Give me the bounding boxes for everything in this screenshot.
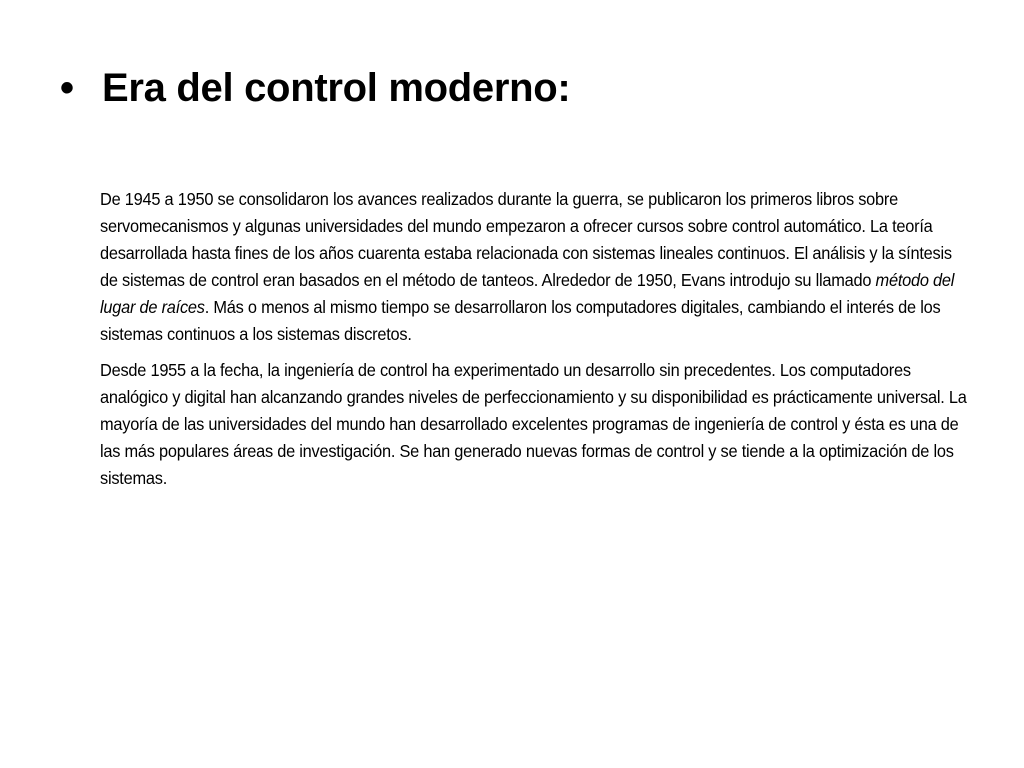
paragraph-1 (100, 186, 970, 348)
body-text (100, 186, 970, 492)
bullet-icon: • (60, 66, 75, 110)
paragraph-1-part-2: . Más o menos al mismo tiempo se desarrollaron los computadores digitales, cambiando el interés de los sistemas continuos a los sistemas discretos. (100, 297, 941, 344)
title-row (60, 62, 570, 114)
paragraph-1-italic-term: método del lugar de raíces (100, 270, 955, 317)
slide-title: Era del control moderno: (102, 66, 571, 110)
paragraph-2: Desde 1955 a la fecha, la ingeniería de control ha experimentado un desarrollo sin precedentes. Los computadores analógico y digital han alcanzando grandes niveles de perfeccionamiento y su disponibilidad es prácticamente universal. La mayoría de las universidades del mundo han desarrollado excelentes programas de ingeniería de control y ésta es una de las más populares áreas de investigación. Se han generado nuevas formas de control y se tiende a la optimización de los sistemas. (100, 360, 967, 488)
paragraph-1-part-1: De 1945 a 1950 se consolidaron los avances realizados durante la guerra, se publicaron los primeros libros sobre servomecanismos y algunas universidades del mundo empezaron a ofrecer cursos sobre control automático. La teoría desarrollada hasta fines de los años cuarenta estaba relacionada con sistemas lineales continuos. El análisis y la síntesis de sistemas de control eran basados en el método de tanteos. Alrededor de 1950, Evans introdujo su llamado (100, 189, 952, 290)
